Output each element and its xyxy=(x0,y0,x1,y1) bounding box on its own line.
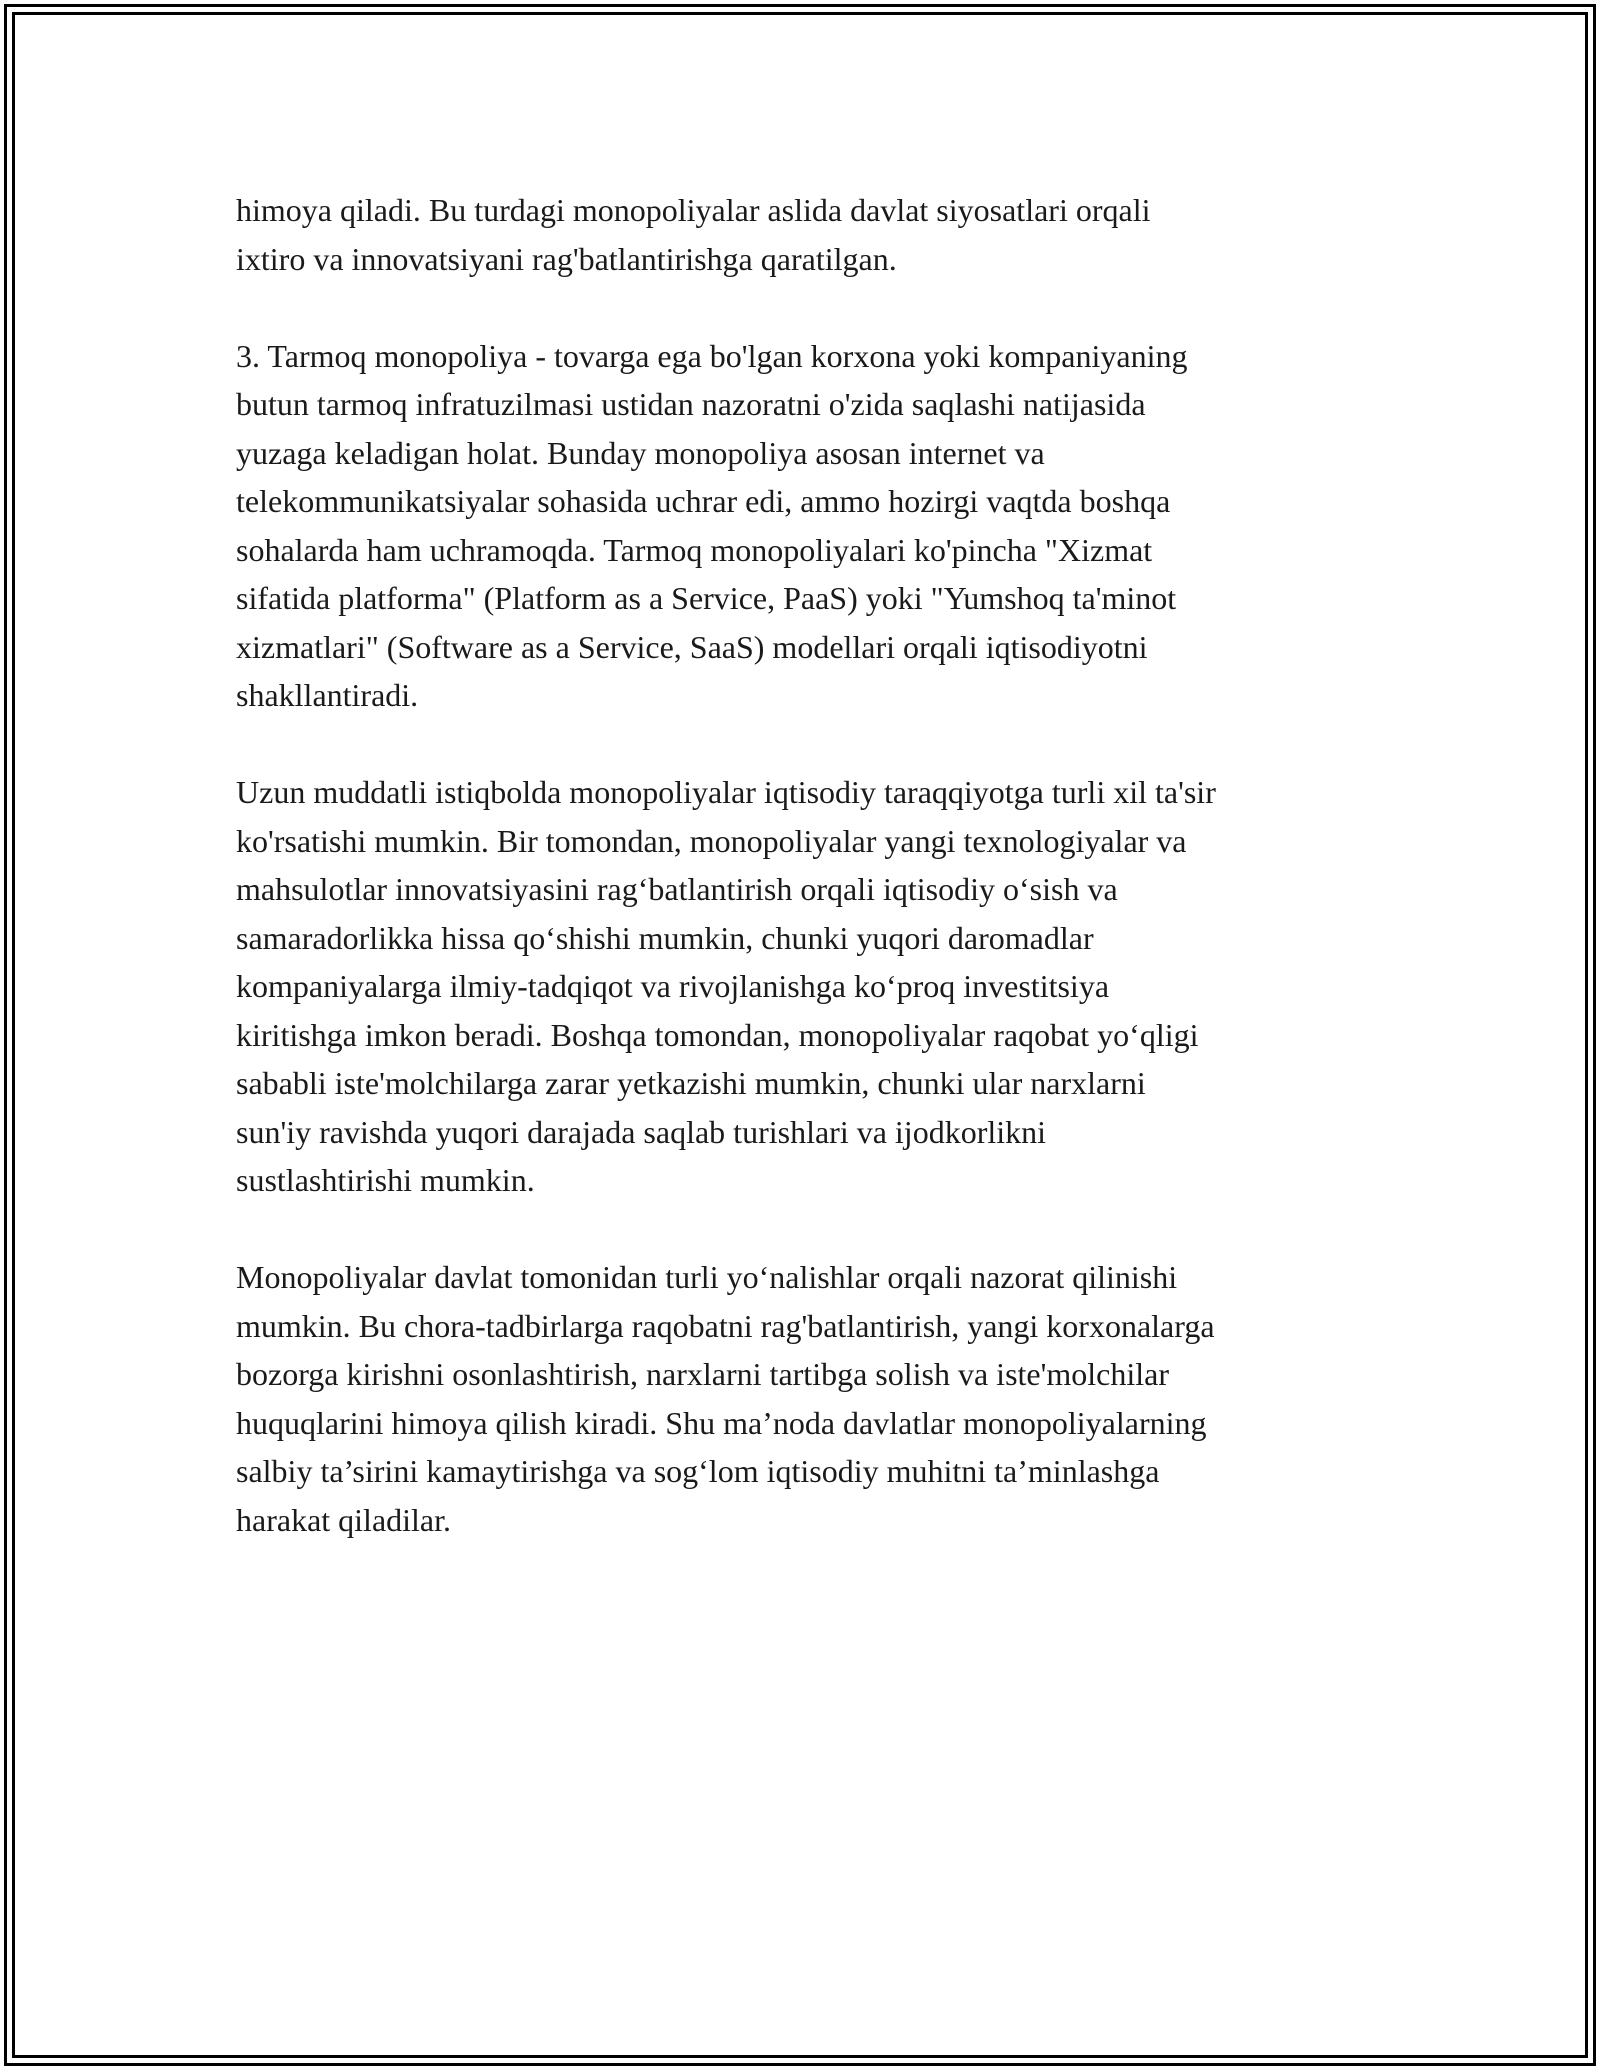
text-line: sababli iste'molchilarga zarar yetkazishi mumkin, chunki ular narxlarni xyxy=(236,1065,1146,1101)
text-line: kompaniyalarga ilmiy-tadqiqot va rivojlanishga ko‘proq investitsiya xyxy=(236,968,1110,1004)
text-line: Uzun muddatli istiqbolda monopoliyalar iqtisodiy taraqqiyotga turli xil ta'sir xyxy=(236,774,1216,810)
text-line: ko'rsatishi mumkin. Bir tomondan, monopoliyalar yangi texnologiyalar va xyxy=(236,822,1187,859)
text-line: yuzaga keladigan holat. Bunday monopoliya asosan internet va xyxy=(236,434,1045,471)
text-line: sustlashtirishi mumkin. xyxy=(236,1162,535,1198)
paragraph-4 xyxy=(236,1253,1376,1544)
text-line: mumkin. Bu chora-tadbirlarga raqobatni rag'batlantirish, yangi korxonalarga xyxy=(236,1307,1215,1344)
text-line: sun'iy ravishda yuqori darajada saqlab turishlari va ijodkorlikni xyxy=(236,1113,1047,1150)
text-line: Monopoliyalar davlat tomonidan turli yo‘nalishlar orqali nazorat qilinishi xyxy=(236,1259,1178,1295)
document-body xyxy=(236,186,1376,1593)
text-line: xizmatlari" (Software as a Service, SaaS) modellari orqali iqtisodiyotni xyxy=(236,628,1148,665)
text-line: harakat qiladilar. xyxy=(236,1501,452,1538)
text-line: sifatida platforma" (Platform as a Service, PaaS) yoki "Yumshoq ta'minot xyxy=(236,580,1177,616)
paragraph-2 xyxy=(236,332,1376,720)
text-line: ixtiro va innovatsiyani rag'batlantirishga qaratilgan. xyxy=(236,240,897,277)
text-line: himoya qiladi. Bu turdagi monopoliyalar aslida davlat siyosatlari orqali xyxy=(236,192,1151,228)
text-line: bozorga kirishni osonlashtirish, narxlarni tartibga solish va iste'molchilar xyxy=(236,1356,1169,1392)
text-line: 3. Tarmoq monopoliya - tovarga ega bo'lgan korxona yoki kompaniyaning xyxy=(236,337,1188,374)
text-line: butun tarmoq infratuzilmasi ustidan nazoratni o'zida saqlashi natijasida xyxy=(236,386,1146,422)
text-line: kiritishga imkon beradi. Boshqa tomondan, monopoliyalar raqobat yo‘qligi xyxy=(236,1016,1199,1053)
text-line: sohalarda ham uchramoqda. Tarmoq monopoliyalari ko'pincha "Xizmat xyxy=(236,531,1153,568)
text-line: mahsulotlar innovatsiyasini rag‘batlantirish orqali iqtisodiy o‘sish va xyxy=(236,871,1118,907)
text-line: huquqlarini himoya qilish kiradi. Shu ma’noda davlatlar monopoliyalarning xyxy=(236,1404,1207,1441)
text-line: samaradorlikka hissa qo‘shishi mumkin, chunki yuqori daromadlar xyxy=(236,919,1094,956)
paragraph-3 xyxy=(236,768,1376,1205)
text-line: salbiy ta’sirini kamaytirishga va sog‘lom iqtisodiy muhitni ta’minlashga xyxy=(236,1453,1160,1489)
text-line: shakllantiradi. xyxy=(236,677,419,713)
paragraph-1 xyxy=(236,186,1376,283)
text-line: telekommunikatsiyalar sohasida uchrar edi, ammo hozirgi vaqtda boshqa xyxy=(236,483,1171,519)
